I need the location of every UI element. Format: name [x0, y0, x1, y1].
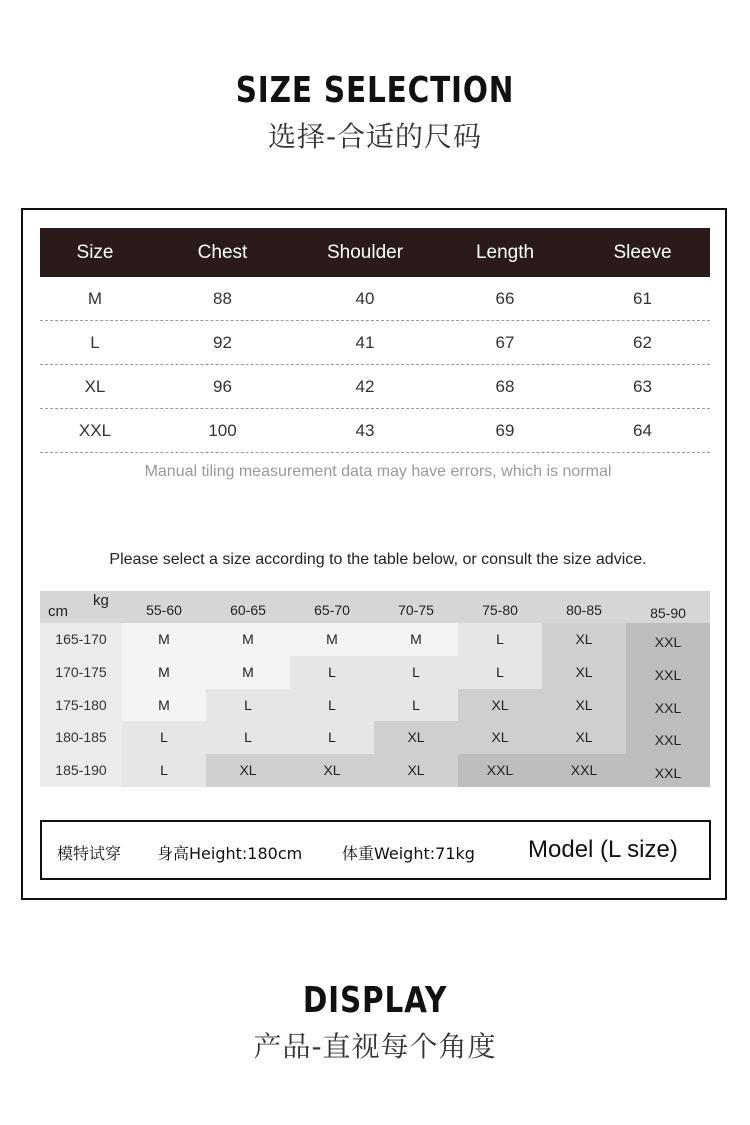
size-recommendation-cell: XL — [542, 623, 626, 656]
header-sleeve: Sleeve — [613, 241, 672, 263]
grid-row — [40, 754, 710, 787]
cell-length: 69 — [495, 420, 515, 440]
size-recommendation-cell: XXL — [458, 754, 542, 787]
model-size: Model (L size) — [528, 836, 678, 863]
cell-shoulder: 43 — [355, 420, 375, 440]
weight-range: 55-60 — [146, 602, 182, 618]
cell-length: 66 — [495, 288, 515, 308]
display-subtitle: 产品-直视每个角度 — [253, 1030, 497, 1063]
size-recommendation-grid — [40, 591, 710, 789]
height-range: 180-185 — [40, 721, 122, 754]
header-shoulder: Shoulder — [326, 241, 404, 263]
size-recommendation-cell: XXL — [626, 623, 710, 656]
size-recommendation-cell: L — [374, 689, 458, 722]
cell-size: XL — [84, 376, 106, 396]
cell-chest: 96 — [213, 376, 232, 396]
size-recommendation-cell: XXL — [626, 656, 710, 689]
size-recommendation-cell: M — [374, 623, 458, 656]
height-range: 175-180 — [40, 689, 122, 722]
height-range: 165-170 — [40, 623, 122, 656]
size-selection-title: SIZE SELECTION — [235, 70, 515, 111]
height-range: 185-190 — [40, 754, 122, 787]
size-recommendation-cell: XL — [290, 754, 374, 787]
size-recommendation-cell: XXL — [626, 721, 710, 754]
grid-row — [40, 656, 710, 689]
grid-row — [40, 623, 710, 656]
weight-range: 60-65 — [230, 602, 266, 618]
header-length: Length — [475, 241, 535, 263]
size-recommendation-cell: L — [290, 689, 374, 722]
display-title: DISPLAY — [302, 980, 448, 1021]
size-recommendation-cell: L — [290, 656, 374, 689]
measurement-note: Manual tiling measurement data may have errors, which is normal — [144, 463, 612, 480]
model-info-box — [40, 820, 711, 880]
cell-size: XXL — [78, 420, 112, 440]
cell-shoulder: 42 — [355, 376, 375, 396]
size-recommendation-cell: XL — [374, 721, 458, 754]
size-recommendation-cell: L — [122, 721, 206, 754]
cell-length: 67 — [495, 332, 515, 352]
cell-length: 68 — [495, 376, 515, 396]
weight-range: 65-70 — [314, 602, 350, 618]
size-recommendation-cell: L — [206, 721, 290, 754]
size-recommendation-cell: M — [206, 623, 290, 656]
cell-size: M — [87, 288, 103, 308]
cell-size: L — [90, 332, 100, 352]
size-recommendation-cell: L — [458, 656, 542, 689]
size-recommendation-cell: L — [206, 689, 290, 722]
cell-chest: 92 — [213, 332, 232, 352]
cell-chest: 100 — [208, 420, 237, 440]
cell-sleeve: 61 — [633, 288, 652, 308]
weight-range: 80-85 — [566, 602, 602, 618]
size-selection-subtitle: 选择-合适的尺码 — [267, 120, 483, 153]
height-unit-label: cm — [48, 603, 68, 620]
size-recommendation-cell: M — [290, 623, 374, 656]
size-recommendation-cell: XXL — [542, 754, 626, 787]
grid-corner — [40, 591, 122, 623]
size-recommendation-cell: XL — [458, 689, 542, 722]
cell-sleeve: 62 — [633, 332, 652, 352]
size-recommendation-cell: L — [122, 754, 206, 787]
size-recommendation-cell: XL — [542, 721, 626, 754]
table-row — [40, 321, 710, 365]
weight-range: 85-90 — [650, 605, 686, 621]
size-recommendation-cell: M — [122, 689, 206, 722]
size-recommendation-cell: XXL — [626, 689, 710, 722]
size-recommendation-cell: XXL — [626, 754, 710, 787]
cell-chest: 88 — [213, 288, 232, 308]
header-chest: Chest — [197, 241, 248, 263]
table-row — [40, 277, 710, 321]
table-row — [40, 409, 710, 453]
size-guide-instruction: Please select a size according to the table below, or consult the size advice. — [109, 551, 647, 568]
weight-range: 70-75 — [398, 602, 434, 618]
table-header — [40, 228, 710, 277]
weight-unit-label: kg — [93, 592, 109, 609]
size-recommendation-cell: L — [374, 656, 458, 689]
grid-row — [40, 721, 710, 754]
size-recommendation-cell: XL — [374, 754, 458, 787]
size-recommendation-cell: XL — [458, 721, 542, 754]
model-weight: 体重Weight:71kg — [342, 844, 475, 863]
grid-row — [40, 689, 710, 722]
grid-body — [40, 623, 710, 787]
size-recommendation-cell: L — [458, 623, 542, 656]
cell-sleeve: 63 — [633, 376, 652, 396]
cell-shoulder: 41 — [355, 332, 375, 352]
grid-header — [40, 591, 710, 623]
size-recommendation-cell: XL — [542, 689, 626, 722]
cell-shoulder: 40 — [355, 288, 375, 308]
size-recommendation-cell: M — [122, 623, 206, 656]
size-recommendation-cell: L — [290, 721, 374, 754]
size-measurement-table — [40, 228, 710, 453]
size-recommendation-cell: M — [206, 656, 290, 689]
size-recommendation-cell: XL — [542, 656, 626, 689]
model-label: 模特试穿 — [57, 844, 122, 863]
model-height: 身高Height:180cm — [157, 844, 303, 863]
size-recommendation-cell: XL — [206, 754, 290, 787]
size-recommendation-cell: M — [122, 656, 206, 689]
header-size: Size — [76, 241, 114, 263]
table-row — [40, 365, 710, 409]
weight-range: 75-80 — [482, 602, 518, 618]
height-range: 170-175 — [40, 656, 122, 689]
cell-sleeve: 64 — [633, 420, 652, 440]
